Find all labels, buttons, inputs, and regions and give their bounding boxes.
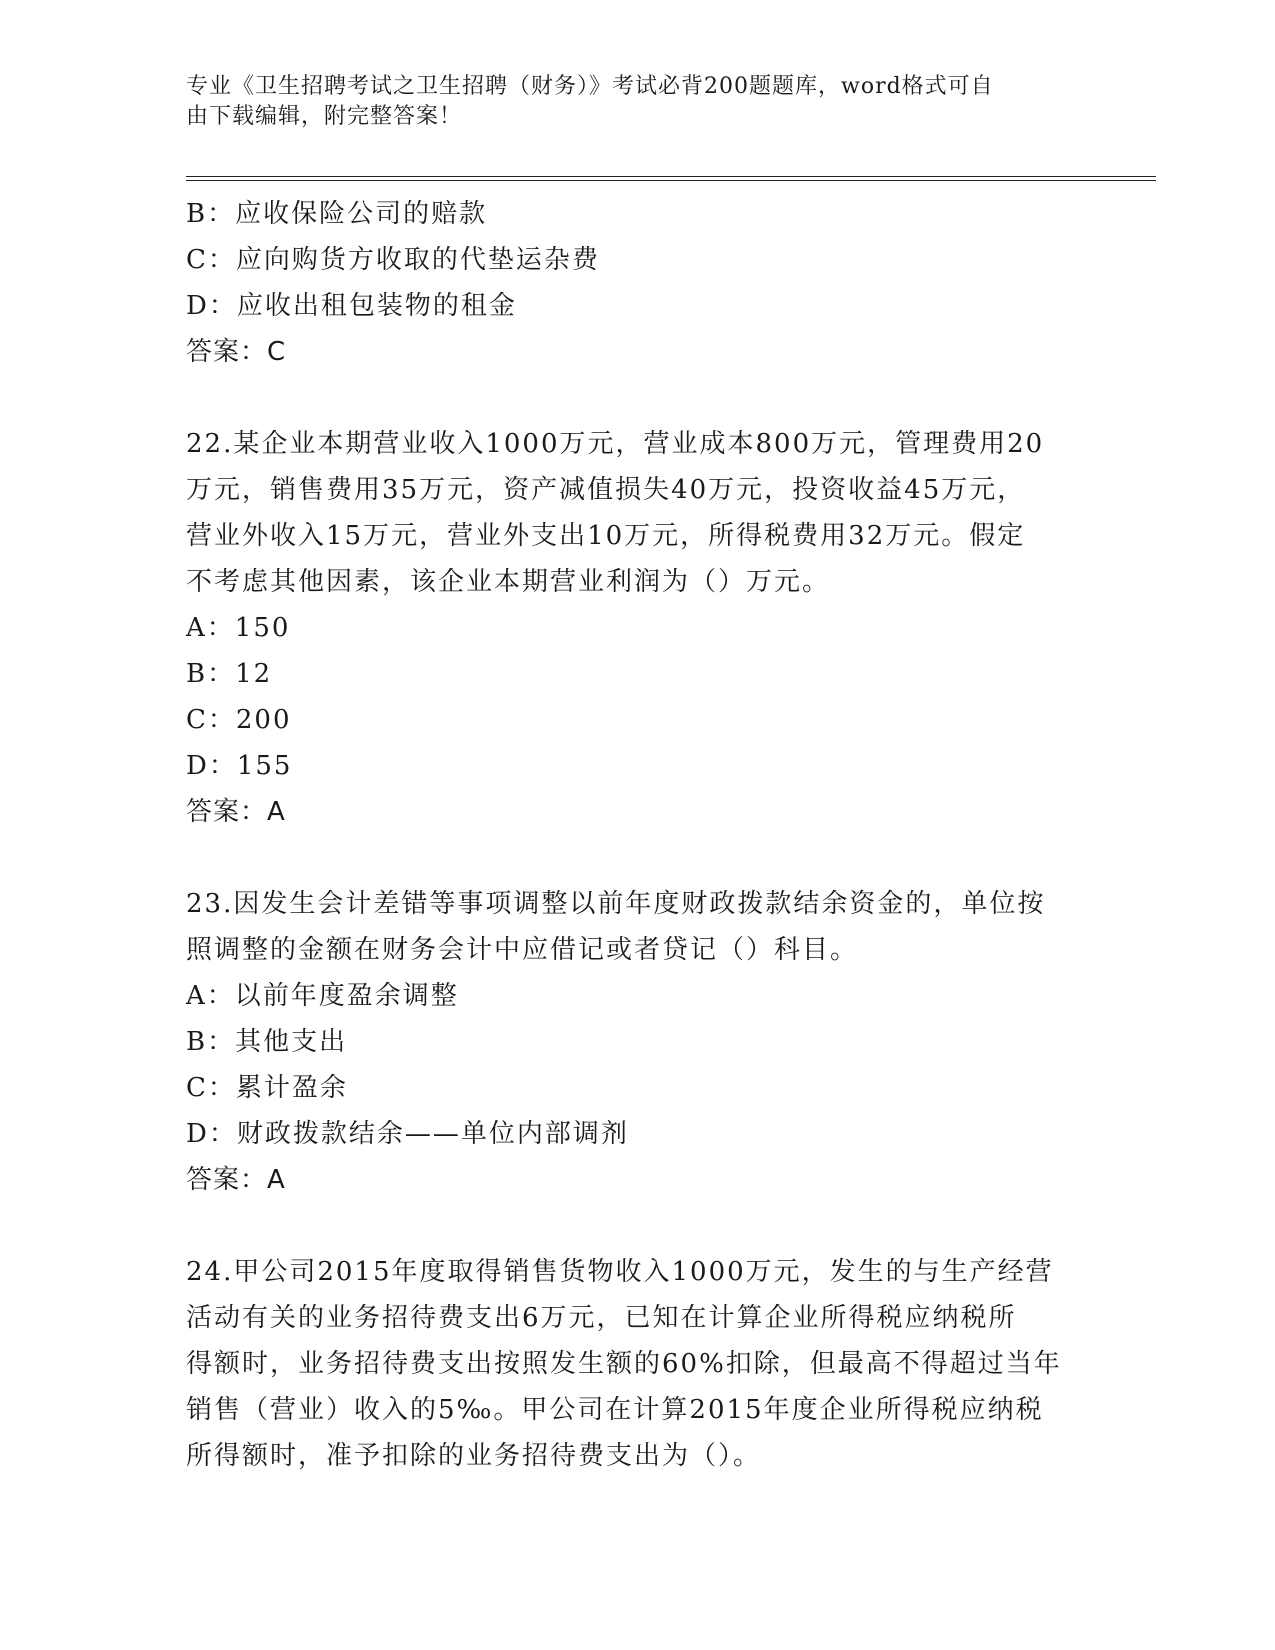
option-b: B：其他支出 (186, 1027, 348, 1057)
option-c: C：累计盈余 (186, 1073, 348, 1103)
option-a: A：150 (186, 613, 291, 643)
option-b: B：12 (186, 659, 273, 689)
question-24 (186, 1249, 1086, 1479)
option-b: B：应收保险公司的赔款 (186, 199, 488, 229)
document-header (186, 72, 1066, 132)
question-text-line: 活动有关的业务招待费支出6万元，已知在计算企业所得税应纳税所 (186, 1303, 1017, 1333)
option-c: C：200 (186, 705, 292, 735)
option-a: A：以前年度盈余调整 (186, 981, 459, 1011)
question-text-line: 24.甲公司2015年度取得销售货物收入1000万元，发生的与生产经营 (186, 1257, 1054, 1287)
question-23 (186, 881, 1086, 1203)
question-text-line: 得额时，业务招待费支出按照发生额的60%扣除，但最高不得超过当年 (186, 1349, 1062, 1379)
answer-line: 答案：A (186, 1165, 286, 1195)
header-line-2: 由下载编辑，附完整答案！ (186, 104, 463, 129)
spacer (186, 375, 1086, 421)
answer-line: 答案：C (186, 337, 287, 367)
option-d: D：财政拨款结余——单位内部调剂 (186, 1119, 629, 1149)
prev-question-tail (186, 191, 1086, 375)
question-text-line: 照调整的金额在财务会计中应借记或者贷记（）科目。 (186, 935, 859, 965)
question-text-line: 销售（营业）收入的5‰。甲公司在计算2015年度企业所得税应纳税 (186, 1395, 1044, 1425)
question-text-line: 22.某企业本期营业收入1000万元，营业成本800万元，管理费用20 (186, 429, 1045, 459)
option-d: D：155 (186, 751, 293, 781)
header-divider-double (186, 180, 1156, 181)
question-text-line: 营业外收入15万元，营业外支出10万元，所得税费用32万元。假定 (186, 521, 1026, 551)
option-d: D：应收出租包装物的租金 (186, 291, 517, 321)
question-22 (186, 421, 1086, 835)
question-text-line: 万元，销售费用35万元，资产减值损失40万元，投资收益45万元， (186, 475, 1026, 505)
answer-line: 答案：A (186, 797, 286, 827)
question-text-line: 23.因发生会计差错等事项调整以前年度财政拨款结余资金的，单位按 (186, 889, 1046, 919)
option-c: C：应向购货方收取的代垫运杂费 (186, 245, 600, 275)
spacer (186, 835, 1086, 881)
header-line-1: 专业《卫生招聘考试之卫生招聘（财务）》考试必背200题题库，word格式可自 (186, 74, 994, 99)
question-text-line: 所得额时，准予扣除的业务招待费支出为（）。 (186, 1441, 762, 1471)
question-text-line: 不考虑其他因素，该企业本期营业利润为（）万元。 (186, 567, 831, 597)
spacer (186, 1203, 1086, 1249)
document-body (186, 191, 1086, 1479)
header-divider (186, 176, 1156, 177)
